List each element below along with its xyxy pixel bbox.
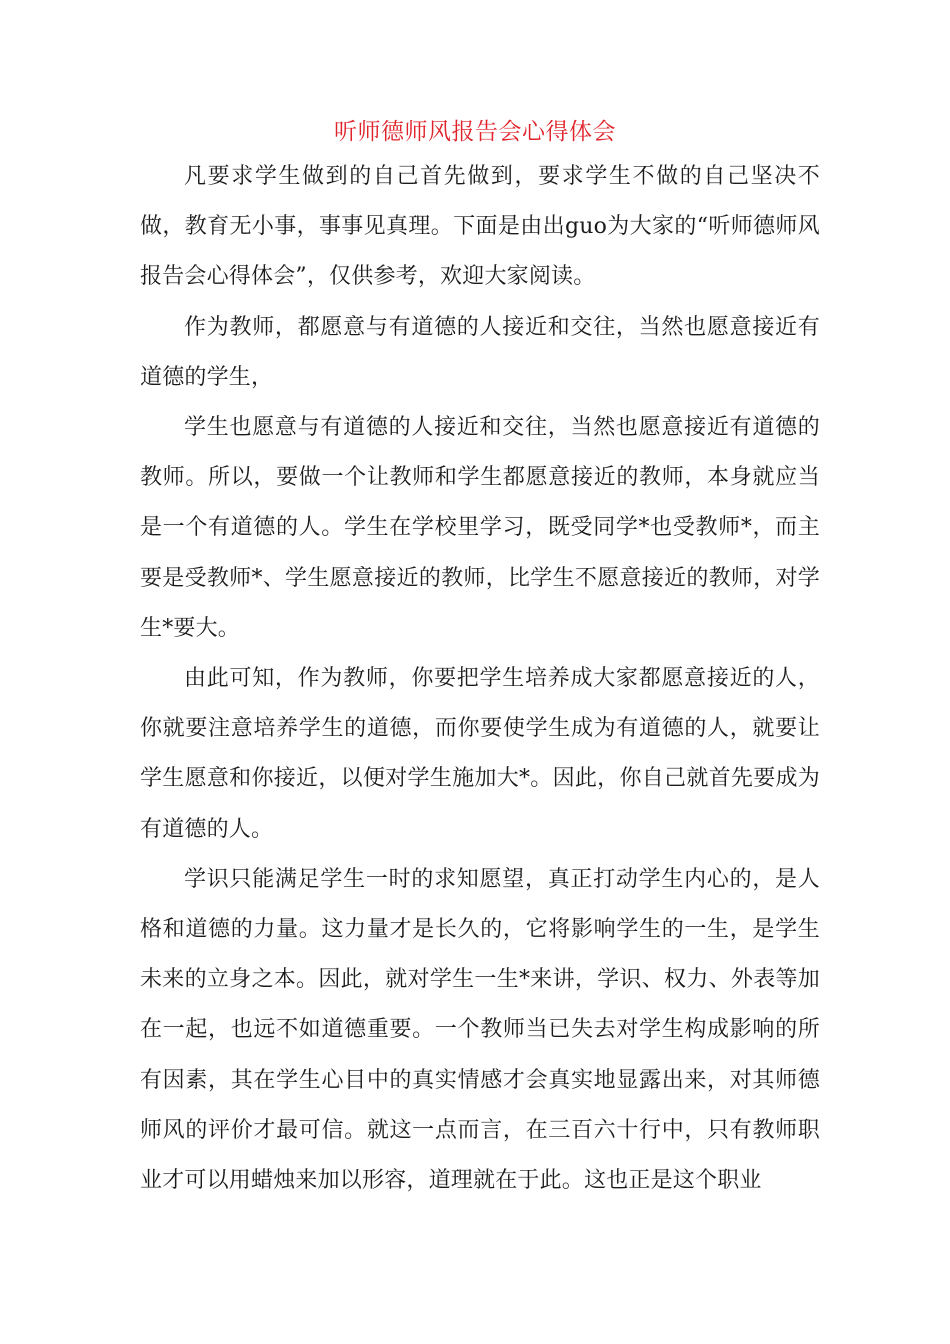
- document-title: 听师德师风报告会心得体会: [334, 119, 616, 145]
- paragraph-conclusion: 由此可知，作为教师，你要把学生培养成大家都愿意接近的人，你就要注意培养学生的道德，而你要使学生成为有道德的人，就要让学生愿意和你接近，以便对学生施加大*。因此，你自己就首先要成为有道德的人。: [140, 666, 820, 842]
- paragraph-teacher-moral: 作为教师，都愿意与有道德的人接近和交往，当然也愿意接近有道德的学生，: [140, 314, 820, 390]
- paragraph-personality: 学识只能满足学生一时的求知愿望，真正打动学生内心的，是人格和道德的力量。这力量才是长久的，它将影响学生的一生，是学生未来的立身之本。因此，就对学生一生*来讲，学识、权力、外表等加在一起，也远不如道德重要。一个教师当已失去对学生构成影响的所有因素，其在学生心目中的真实情感才会真实地显露出来，对其师德师风的评价才最可信。就这一点而言，在三百六十行中，只有教师职业才可以用蜡烛来加以形容，道理就在于此。这也正是这个职业: [140, 866, 820, 1194]
- paragraph-intro: 凡要求学生做到的自己首先做到，要求学生不做的自己坚决不做，教育无小事，事事见真理。下面是由出guo为大家的“听师德师风报告会心得体会”，仅供参考，欢迎大家阅读。: [140, 164, 820, 290]
- document-body: [140, 152, 820, 1206]
- paragraph-student-moral: 学生也愿意与有道德的人接近和交往，当然也愿意接近有道德的教师。所以，要做一个让教师和学生都愿意接近的教师，本身就应当是一个有道德的人。学生在学校里学习，既受同学*也受教师*，而主要是受教师*、学生愿意接近的教师，比学生不愿意接近的教师，对学生*要大。: [140, 415, 820, 641]
